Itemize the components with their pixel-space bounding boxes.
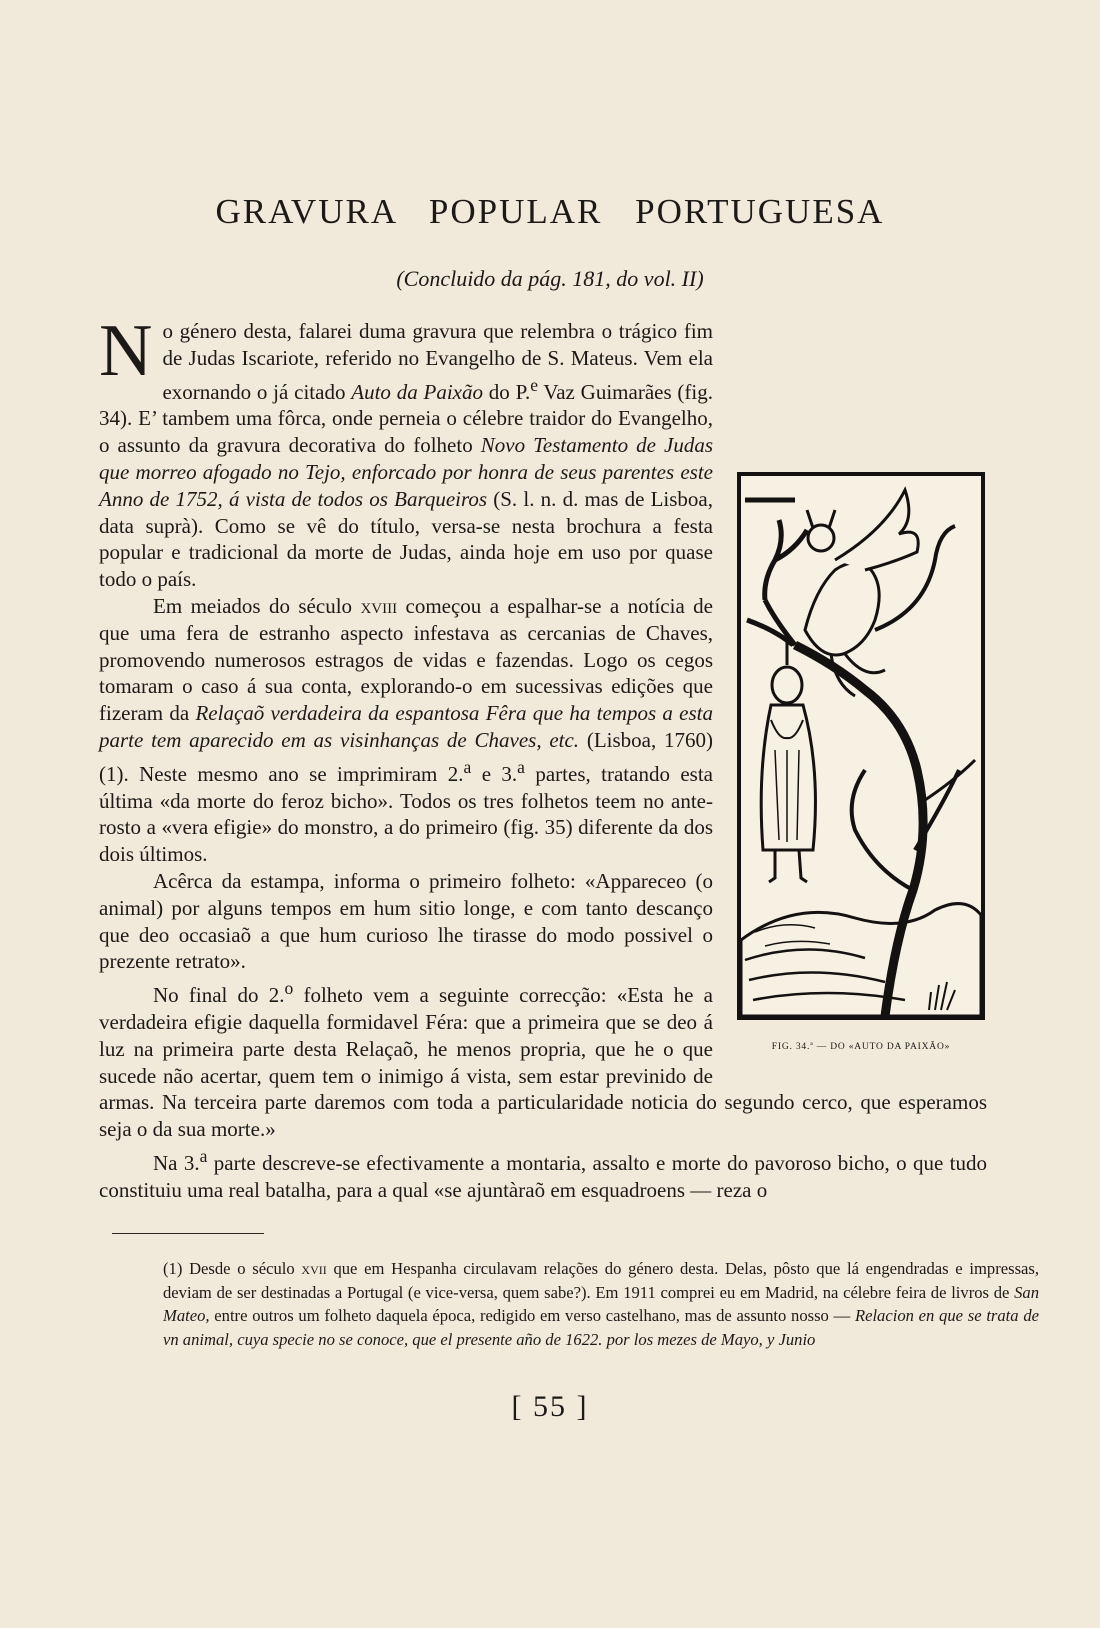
figure-34 <box>735 470 987 1061</box>
article-body <box>99 310 987 1204</box>
paragraph-5: Na 3.$^a$ parte descreve-se efectivamente a montaria, assalto e morte do pavoroso bicho, o que tudo constituiu uma real batalha, para a qual «se ajuntàraõ em esquadroens — reza o <box>99 1145 987 1202</box>
judas-woodcut-illustration <box>735 470 987 1022</box>
paragraph-3: Acêrca da estampa, informa o primeiro folheto: «Appareceo (o animal) por alguns tempos em hum sitio longe, e com tanto descanço que deo occasiaõ a que hum curioso lhe tirasse do modo possivel o prezente retrato». <box>99 868 713 974</box>
footnote: (1) Desde o século xvii que em Hespanha circulavam relações do género desta. Delas, pôsto que lá engendradas e impressas, deviam de ser destinadas a Portugal (e vice-versa, quem sabe?). Em 1911 comprei eu em Madrid, na célebre feira de livros de San Mateo, entre outros um folheto daquela época, redigido em verso castelhano, mas de assunto nosso — Relacion en que se trata de vn animal, cuya specie no se conoce, que el presente año de 1622. por los mezes de Mayo, y Junio <box>163 1259 1039 1349</box>
drop-cap: N <box>99 310 153 392</box>
paragraph-1: o género desta, falarei duma gravura que relembra o trágico fim de Judas Iscariote, referido no Evangelho de S. Mateus. Vem ela exornando o já citado Auto da Paixão do P.$^e$ Vaz Guimarães (fig. 34). E’ tambem uma fôrca, onde perneia o célebre traidor do Evangelho, o assunto da gravura decorativa do folheto Novo Testamento de Judas que morreo afogado no Tejo, enforcado por honra de seus parentes este Anno de 1752, á vista de todos os Barqueiros (S. l. n. d. mas de Lisboa, data suprà). Como se vê do título, versa-se nesta brochura a festa popular e tradicional da morte de Judas, ainda hoje em uso por quase todo o país. <box>99 319 714 592</box>
figure-caption: FIG. 34.ª — DO «AUTO DA PAIXÃO» <box>771 1042 951 1052</box>
page-number: [ 55 ] <box>511 1390 589 1423</box>
subtitle: (Concluido da pág. 181, do vol. II) <box>396 266 704 291</box>
footnote-divider <box>112 1233 264 1234</box>
page-title: GRAVURA POPULAR PORTUGUESA <box>215 192 885 231</box>
paragraph-2: Em meiados do século xviii começou a espalhar-se a notícia de que uma fera de estranho aspecto infestava as cercanias de Chaves, promovendo numerosos estragos de vidas e fazendas. Logo os cegos tomaram o caso á sua conta, explorando-o em sucessivas edições que fizeram da Relaçaõ verdadeira da espantosa Fêra que ha tempos a esta parte tem aparecido em as visinhanças de Chaves, etc. (Lisboa, 1760) (1). Neste mesmo ano se imprimiram 2.$^a$ e 3.$^a$ partes, tratando esta última «da morte do feroz bicho». Todos os tres folhetos teem no ante-rosto a «vera efigie» do monstro, a do primeiro (fig. 35) diferente da dos dois últimos. <box>99 593 714 867</box>
paragraph-4: No final do 2.$^o$ folheto vem a seguinte correcção: «Esta he a verdadeira efigie daquella formidavel Féra: que a primeira que se deo á luz na primeira parte desta Relaçaõ, he menos propria, que he o que sucede não acertar, quem tem o inimigo á vista, sem estar previnido de armas. Na terceira parte daremos com toda a particularidade noticia do segundo cerco, que esperamos seja o da sua morte.» <box>99 978 987 1142</box>
